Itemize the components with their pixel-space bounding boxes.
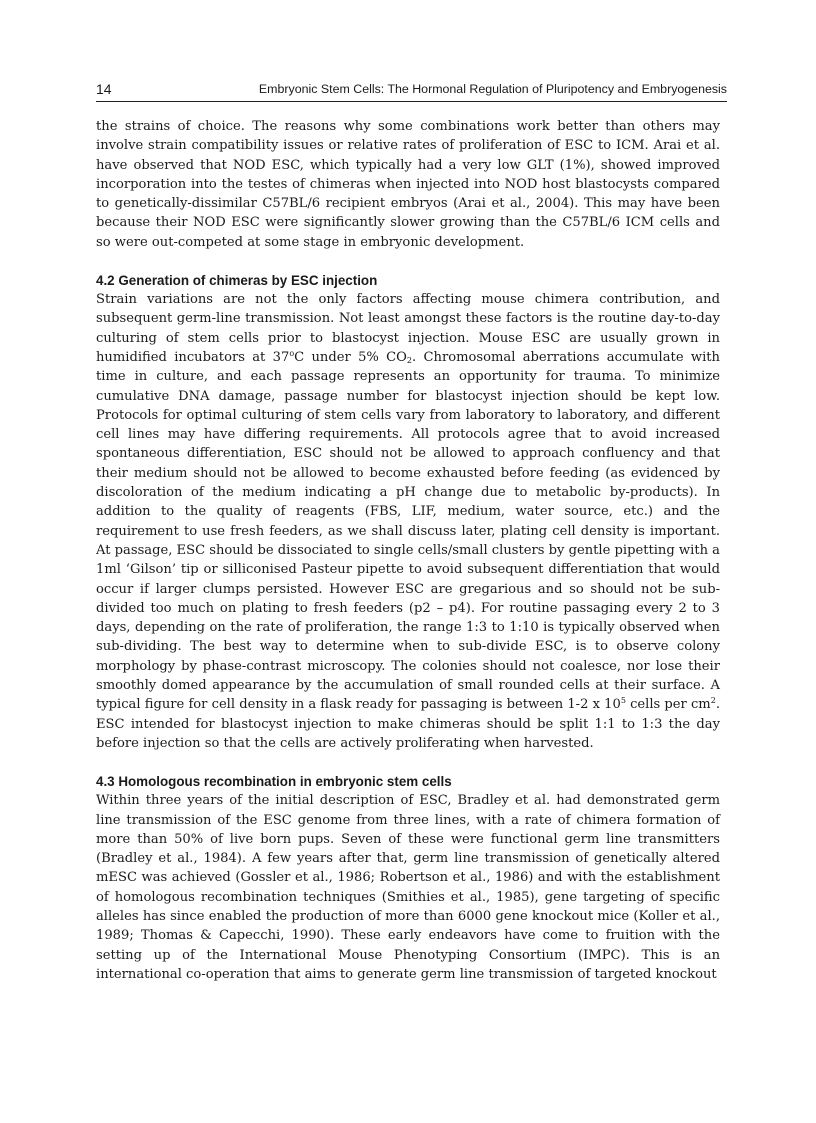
section-4-2-text-a: Strain variations are not the only factors affecting mouse chimera contribution, and subsequent germ-line transmission. Not least amongst these factors is the routine day-to-day culturing of stem cells prior to blastocyst injection. Mouse ESC are usually grown in humidified incubators at 37 bbox=[96, 292, 720, 365]
header-rule bbox=[96, 101, 727, 102]
paragraph-spacer bbox=[96, 252, 720, 271]
paragraph-spacer bbox=[96, 753, 720, 772]
section-4-2-paragraph bbox=[96, 290, 720, 753]
section-4-2-text-d: cells per cm bbox=[625, 697, 711, 713]
cm2-superscript: 2 bbox=[710, 696, 716, 706]
running-title: Embryonic Stem Cells: The Hormonal Regulation of Pluripotency and Embryogenesis bbox=[258, 82, 727, 96]
degree-superscript: o bbox=[289, 348, 295, 358]
section-heading-4-2: 4.2 Generation of chimeras by ESC injection bbox=[96, 273, 378, 289]
page-number: 14 bbox=[96, 81, 112, 97]
co2-subscript: 2 bbox=[406, 355, 413, 365]
section-4-2-text-e: . ESC intended for blastocyst injection to make chimeras should be split 1:1 to 1:3 the day before injection so that the cells are actively proliferating when harvested. bbox=[96, 697, 720, 751]
section-4-2-text-c: . Chromosomal aberrations accumulate with time in culture, and each passage represents an opportunity for trauma. To minimize cumulative DNA damage, passage number for blastocyst injection should be kept low. Protocols for optimal culturing of stem cells vary from laboratory to laboratory, and different cell lines may have differing requirements. All protocols agree that to avoid increased spontaneous differentiation, ESC should not be allowed to approach confluency and that their medium should not be allowed to become exhausted before feeding (as evidenced by discoloration of the medium indicating a pH change due to metabolic by-products). In addition to the quality of reagents (FBS, LIF, medium, water source, etc.) and the requirement to use fresh feeders, as we shall discuss later, plating cell density is important. At passage, ESC should be dissociated to single cells/small clusters by gentle pipetting with a 1ml ‘Gilson’ tip or silliconised Pasteur pipette to avoid subsequent differentiation that would occur if larger clumps persisted. However ESC are gregarious and so should not be sub-divided too much on plating to fresh feeders (p2 – p4). For routine passaging every 2 to 3 days, depending on the rate of proliferation, the range 1:3 to 1:10 is typically observed when sub-dividing. The best way to determine when to sub-divide ESC, is to observe colony morphology by phase-contrast microscopy. The colonies should not coalesce, nor lose their smoothly domed appearance by the accumulation of small rounded cells at their surface. A typical figure for cell density in a flask ready for passaging is between 1-2 x 10 bbox=[96, 349, 720, 713]
section-4-3-paragraph: Within three years of the initial description of ESC, Bradley et al. had demonstrated germ line transmission of the ESC genome from three lines, with a rate of chimera formation of more than 50% of live born pups. Seven of these were functional germ line transmitters (Bradley et al., 1984). A few years after that, germ line transmission of genetically altered mESC was achieved (Gossler et al., 1986; Robertson et al., 1986) and with the establishment of homologous recombination techniques (Smithies et al., 1985), gene targeting of specific alleles has since enabled the production of more than 6000 gene knockout mice (Koller et al., 1989; Thomas & Capecchi, 1990). These early endeavors have come to fruition with the setting up of the International Mouse Phenotyping Consortium (IMPC). This is an international co-operation that aims to generate germ line transmission of targeted knockout bbox=[96, 793, 720, 982]
body-text bbox=[96, 117, 720, 984]
section-heading-4-3: 4.3 Homologous recombination in embryonic stem cells bbox=[96, 774, 452, 790]
running-header bbox=[96, 81, 727, 99]
paragraph-1: the strains of choice. The reasons why some combinations work better than others may involve strain compatibility issues or relative rates of proliferation of ESC to ICM. Arai et al. have observed that NOD ESC, which typically had a very low GLT (1%), showed improved incorporation into the testes of chimeras when injected into NOD host blastocysts compared to genetically-dissimilar C57BL/6 recipient embryos (Arai et al., 2004). This may have been because their NOD ESC were significantly slower growing than the C57BL/6 ICM cells and so were out-competed at some stage in embryonic development. bbox=[96, 119, 720, 250]
exponent-superscript: 5 bbox=[620, 696, 626, 706]
section-4-2-text-b: C under 5% CO bbox=[294, 349, 407, 365]
